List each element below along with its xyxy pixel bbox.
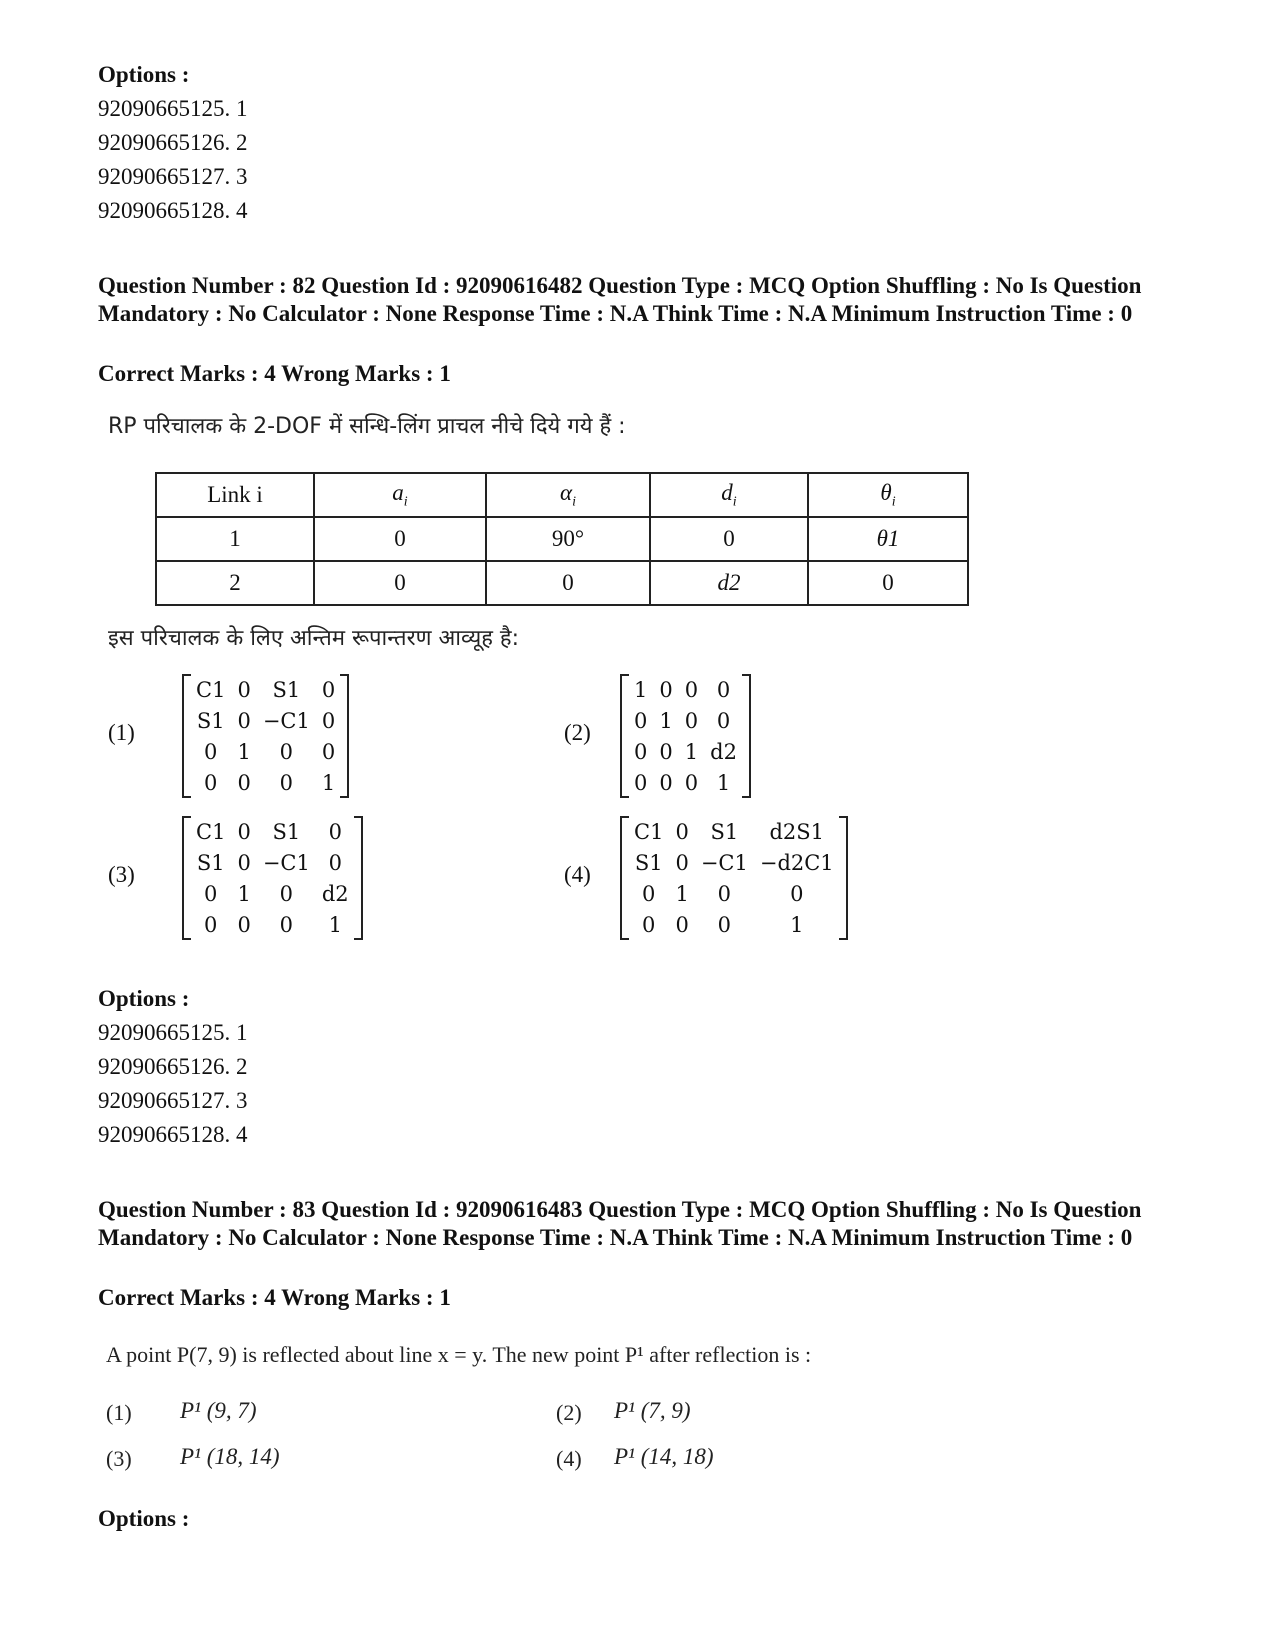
matrix-cell: S1 (634, 850, 663, 875)
choice-label: (2) (556, 1400, 582, 1425)
matrix-row (628, 705, 743, 736)
choice-text: P¹ (9, 7) (180, 1398, 257, 1423)
options-heading: Options : (98, 62, 190, 87)
header-a: $a_i$ (314, 473, 486, 517)
table-cell: 2 (156, 561, 314, 605)
question-82-prompt: RP परिचालक के 2-DOF में सन्धि-लिंग प्राचल नीचे दिये गये हैं : (108, 414, 626, 439)
matrix-cell: 1 (237, 739, 251, 764)
choice-text: P¹ (18, 14) (180, 1444, 280, 1469)
matrix-cell: 0 (675, 819, 689, 844)
matrix-row (190, 674, 341, 705)
choice-label: (1) (108, 720, 135, 745)
matrix-cell: S1 (272, 677, 301, 702)
matrix-row (190, 909, 355, 940)
header-theta: $\theta_i$ (808, 473, 968, 517)
matrix-cell: 0 (204, 881, 218, 906)
table-cell: 0 (808, 561, 968, 605)
option-item: 92090665127. 3 (98, 164, 248, 189)
matrix-cell: 0 (237, 850, 251, 875)
header-d: $d_i$ (650, 473, 808, 517)
matrix-cell: 0 (684, 677, 699, 702)
choice-label: (2) (564, 720, 591, 745)
matrix-cell: 0 (204, 770, 218, 795)
option-item: 92090665128. 4 (98, 198, 248, 223)
option-item: 92090665125. 1 (98, 96, 248, 121)
matrix-cell: 0 (659, 677, 673, 702)
matrix-cell: d2 (710, 739, 737, 764)
matrix-cell: 1 (790, 912, 804, 937)
table-cell: 0 (486, 561, 650, 605)
option-item: 92090665125. 1 (98, 1020, 248, 1045)
matrix-cell: C1 (196, 677, 226, 702)
matrix-grid (190, 674, 341, 798)
table-cell: θ1 (808, 517, 968, 561)
matrix-row (628, 816, 840, 847)
matrix-choice-2 (620, 674, 751, 798)
matrix-row (628, 736, 743, 767)
matrix-cell: −C1 (262, 850, 310, 875)
matrix-cell: 0 (237, 912, 251, 937)
matrix-cell: −C1 (700, 850, 748, 875)
option-item: 92090665126. 2 (98, 130, 248, 155)
option-item: 92090665126. 2 (98, 1054, 248, 1079)
matrix-cell: 0 (237, 770, 251, 795)
matrix-choice-1 (182, 674, 349, 798)
matrix-cell: 0 (237, 677, 251, 702)
matrix-cell: 1 (237, 881, 251, 906)
matrix-cell: 0 (204, 739, 218, 764)
matrix-cell: 0 (321, 677, 336, 702)
matrix-cell: 0 (684, 708, 699, 733)
table-cell: 1 (156, 517, 314, 561)
matrix-cell: 1 (716, 770, 731, 795)
option-item: 92090665128. 4 (98, 1122, 248, 1147)
table-row (156, 561, 968, 605)
matrix-cell: d2 (321, 881, 349, 906)
matrix-cell: 0 (279, 739, 294, 764)
matrix-row (628, 909, 840, 940)
options-heading: Options : (98, 986, 190, 1011)
matrix-row (628, 767, 743, 798)
options-block-1 (98, 58, 248, 228)
header-alpha: $\alpha_i$ (486, 473, 650, 517)
choice-text: P¹ (7, 9) (614, 1398, 691, 1423)
matrix-cell: 1 (634, 677, 648, 702)
matrix-cell: 1 (659, 708, 673, 733)
matrix-cell: 1 (321, 770, 336, 795)
matrix-cell: 1 (675, 881, 689, 906)
question-82-subprompt: इस परिचालक के लिए अन्तिम रूपान्तरण आव्यूह है: (108, 626, 520, 651)
matrix-cell: 0 (279, 912, 294, 937)
table-cell: 0 (314, 517, 486, 561)
matrix-cell: S1 (196, 850, 225, 875)
matrix-cell: S1 (196, 708, 225, 733)
matrix-cell: 0 (204, 912, 218, 937)
question-83-header: Question Number : 83 Question Id : 92090616483 Question Type : MCQ Option Shuffling : No Is Question Mandatory : No Calculator : None Response Time : N.A Think Time : N.A Minimum Instruction Time : 0 (98, 1197, 1142, 1250)
matrix-cell: 0 (328, 850, 342, 875)
matrix-row (190, 705, 341, 736)
matrix-cell: 0 (279, 770, 294, 795)
matrix-cell: S1 (272, 819, 301, 844)
matrix-cell: C1 (196, 819, 226, 844)
question-82-header: Question Number : 82 Question Id : 92090616482 Question Type : MCQ Option Shuffling : No Is Question Mandatory : No Calculator : None Response Time : N.A Think Time : N.A Minimum Instruction Time : 0 (98, 273, 1142, 326)
matrix-cell: 0 (717, 912, 732, 937)
table-cell: 0 (314, 561, 486, 605)
matrix-cell: C1 (634, 819, 664, 844)
matrix-cell: 0 (642, 881, 656, 906)
matrix-cell: 0 (279, 881, 294, 906)
matrix-cell: 0 (634, 739, 648, 764)
matrix-cell: 0 (321, 739, 336, 764)
matrix-cell: −C1 (262, 708, 310, 733)
matrix-cell: 0 (659, 739, 673, 764)
choice-label: (4) (556, 1446, 582, 1471)
matrix-cell: 0 (328, 819, 342, 844)
matrix-row (628, 847, 840, 878)
joint-link-parameter-table (155, 472, 969, 606)
matrix-cell: 0 (321, 708, 336, 733)
matrix-row (190, 847, 355, 878)
matrix-cell: S1 (710, 819, 739, 844)
matrix-cell: 0 (717, 881, 732, 906)
matrix-cell: 1 (328, 912, 342, 937)
matrix-cell: 1 (684, 739, 699, 764)
matrix-cell: −d2C1 (759, 850, 834, 875)
choice-label: (3) (108, 862, 135, 887)
question-83-prompt: A point P(7, 9) is reflected about line x = y. The new point P¹ after reflection is : (106, 1342, 812, 1367)
choice-label: (1) (106, 1400, 132, 1425)
matrix-cell: 0 (634, 708, 648, 733)
matrix-cell: 0 (659, 770, 673, 795)
matrix-cell: 0 (237, 708, 251, 733)
matrix-row (190, 816, 355, 847)
question-83-marks: Correct Marks : 4 Wrong Marks : 1 (98, 1285, 451, 1310)
table-cell: d2 (650, 561, 808, 605)
matrix-cell: 0 (675, 912, 689, 937)
matrix-choice-4 (620, 816, 848, 940)
matrix-grid (628, 674, 743, 798)
matrix-grid (628, 816, 840, 940)
matrix-choice-3 (182, 816, 363, 940)
matrix-cell: 0 (684, 770, 699, 795)
table-row (156, 517, 968, 561)
matrix-cell: 0 (790, 881, 804, 906)
choice-label: (3) (106, 1446, 132, 1471)
matrix-cell: 0 (675, 850, 689, 875)
table-cell: 0 (650, 517, 808, 561)
matrix-cell: 0 (642, 912, 656, 937)
matrix-grid (190, 816, 355, 940)
question-82-marks: Correct Marks : 4 Wrong Marks : 1 (98, 361, 451, 386)
matrix-row (190, 878, 355, 909)
table-header-row (156, 473, 968, 517)
options-block-2 (98, 982, 248, 1152)
options-heading: Options : (98, 1506, 190, 1531)
matrix-cell: d2S1 (769, 819, 825, 844)
choice-label: (4) (564, 862, 591, 887)
matrix-cell: 0 (634, 770, 648, 795)
matrix-cell: 0 (716, 677, 731, 702)
matrix-row (628, 878, 840, 909)
header-link: Link i (156, 473, 314, 517)
matrix-row (628, 674, 743, 705)
option-item: 92090665127. 3 (98, 1088, 248, 1113)
matrix-row (190, 767, 341, 798)
matrix-cell: 0 (716, 708, 731, 733)
table-cell: 90° (486, 517, 650, 561)
matrix-cell: 0 (237, 819, 251, 844)
choice-text: P¹ (14, 18) (614, 1444, 714, 1469)
matrix-row (190, 736, 341, 767)
